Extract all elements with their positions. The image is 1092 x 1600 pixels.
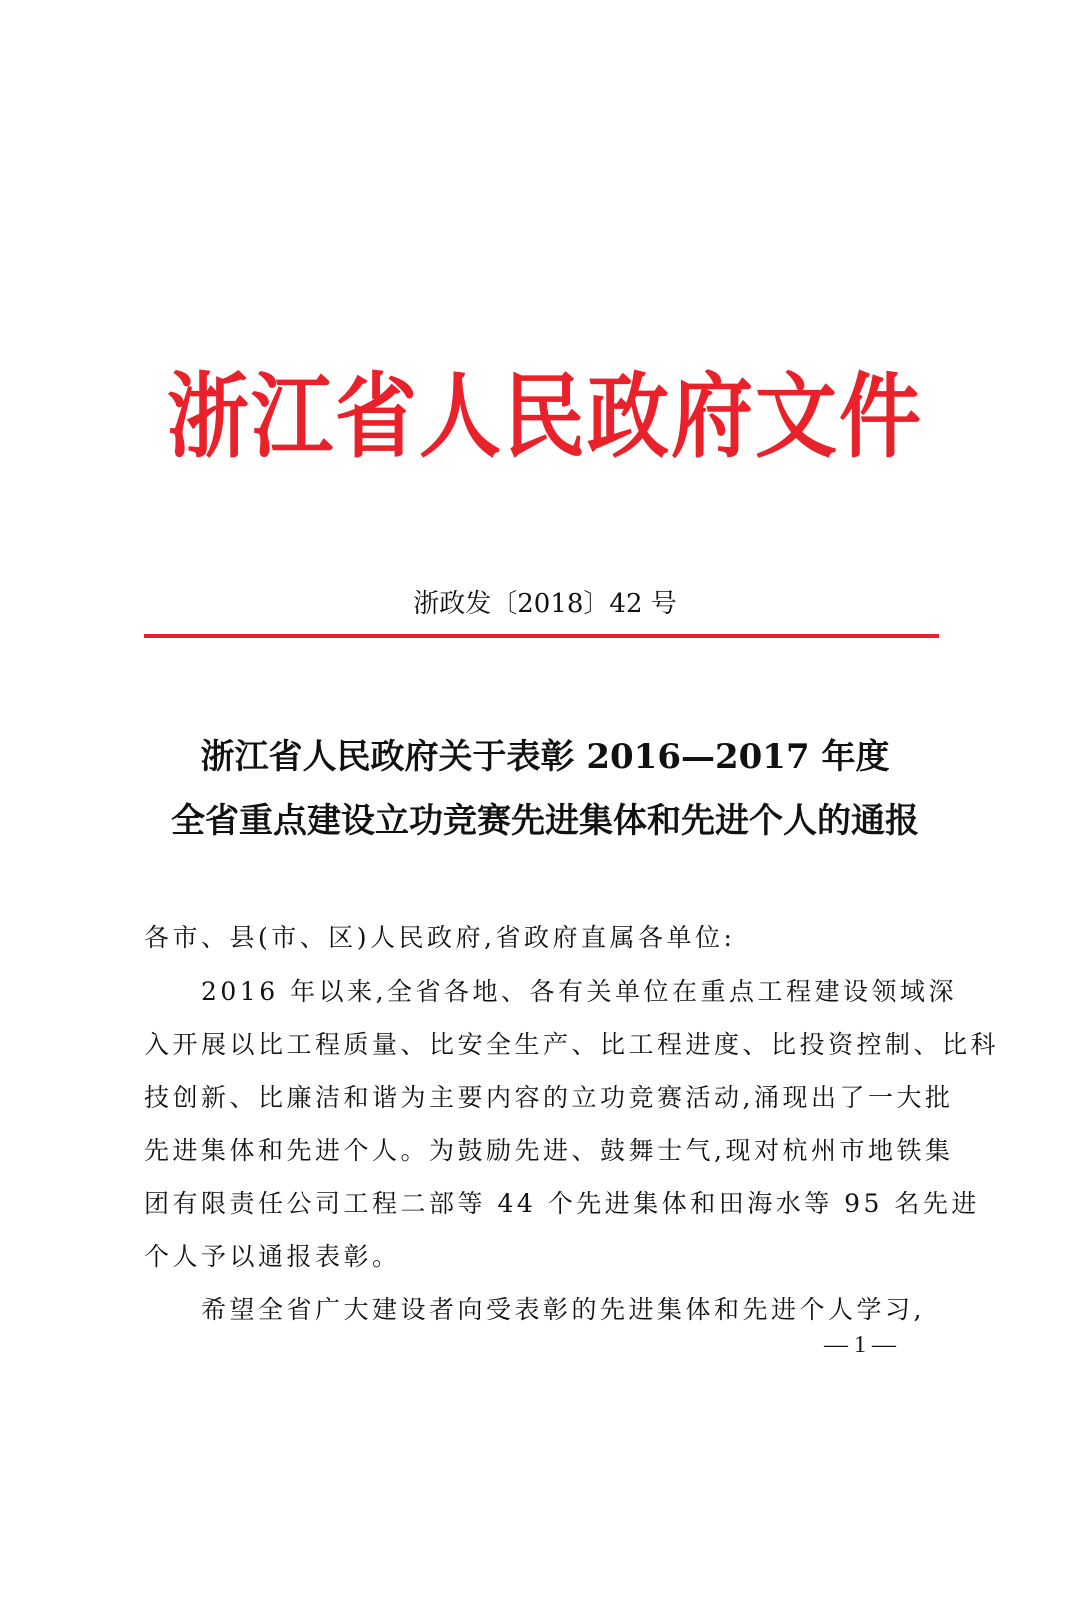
page-number: — 1 — xyxy=(824,1332,896,1358)
notice-title-line-2: 全省重点建设立功竞赛先进集体和先进个人的通报 xyxy=(171,801,919,841)
body-line: 先进集体和先进个人。为鼓励先进、鼓舞士气,现对杭州市地铁集 xyxy=(144,1136,954,1165)
body-line: 入开展以比工程质量、比安全生产、比工程进度、比投资控制、比科 xyxy=(144,1030,1000,1059)
body-line: 2016 年以来,全省各地、各有关单位在重点工程建设领域深 xyxy=(144,977,958,1006)
body-line: 希望全省广大建设者向受表彰的先进集体和先进个人学习, xyxy=(144,1295,925,1324)
masthead-title: 浙江省人民政府文件 xyxy=(166,363,923,471)
red-divider xyxy=(144,634,939,638)
notice-title-line-1: 浙江省人民政府关于表彰 2016—2017 年度 xyxy=(200,737,890,777)
document-number: 浙政发〔2018〕42 号 xyxy=(413,589,677,619)
body-line: 团有限责任公司工程二部等 44 个先进集体和田海水等 95 名先进 xyxy=(144,1189,980,1218)
body-line: 个人予以通报表彰。 xyxy=(144,1242,401,1271)
body-line: 技创新、比廉洁和谐为主要内容的立功竞赛活动,涌现出了一大批 xyxy=(144,1083,954,1112)
addressee: 各市、县(市、区)人民政府,省政府直属各单位: xyxy=(144,923,736,952)
